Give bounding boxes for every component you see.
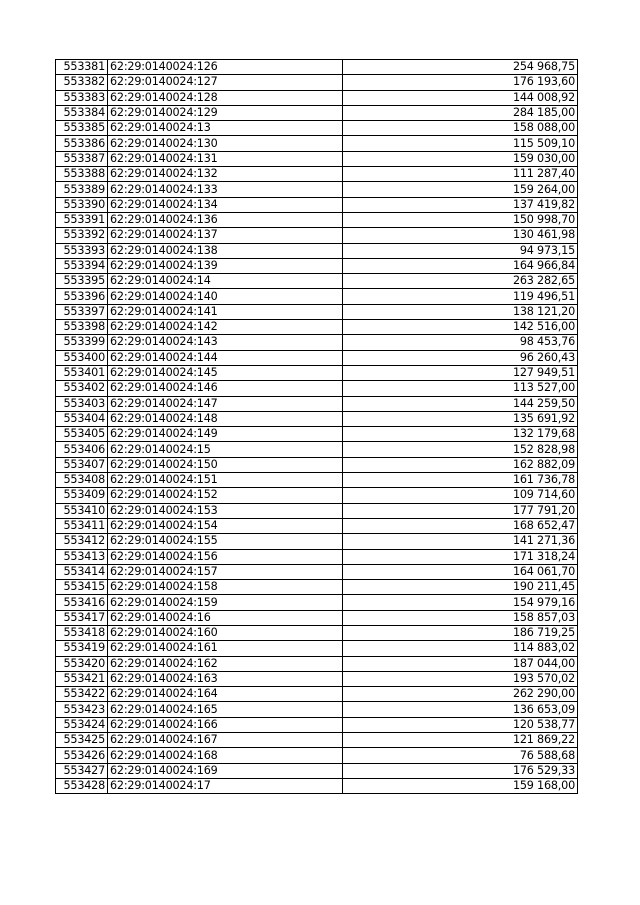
cadastral-number-cell: 62:29:0140024:153	[108, 503, 343, 518]
cadastral-number-cell: 62:29:0140024:151	[108, 473, 343, 488]
cadastral-value-cell: 254 968,75	[343, 60, 578, 75]
cadastral-value-cell: 176 529,33	[343, 763, 578, 778]
cadastral-value-cell: 193 570,02	[343, 671, 578, 686]
cadastral-value-cell: 190 211,45	[343, 580, 578, 595]
cadastral-number-cell: 62:29:0140024:168	[108, 748, 343, 763]
cadastral-value-cell: 144 259,50	[343, 396, 578, 411]
cadastral-value-cell: 262 290,00	[343, 687, 578, 702]
cadastral-number-cell: 62:29:0140024:152	[108, 488, 343, 503]
row-id-cell: 553389	[56, 182, 108, 197]
cadastral-value-cell: 94 973,15	[343, 243, 578, 258]
cadastral-value-cell: 135 691,92	[343, 411, 578, 426]
table-row	[56, 151, 578, 166]
cadastral-number-cell: 62:29:0140024:138	[108, 243, 343, 258]
row-id-cell: 553421	[56, 671, 108, 686]
row-id-cell: 553418	[56, 625, 108, 640]
cadastral-number-cell: 62:29:0140024:134	[108, 197, 343, 212]
table-row	[56, 610, 578, 625]
row-id-cell: 553413	[56, 549, 108, 564]
table-row	[56, 641, 578, 656]
row-id-cell: 553408	[56, 473, 108, 488]
cadastral-value-table	[55, 59, 578, 794]
row-id-cell: 553404	[56, 411, 108, 426]
cadastral-number-cell: 62:29:0140024:157	[108, 564, 343, 579]
cadastral-number-cell: 62:29:0140024:133	[108, 182, 343, 197]
cadastral-value-cell: 177 791,20	[343, 503, 578, 518]
table-row	[56, 534, 578, 549]
cadastral-number-cell: 62:29:0140024:165	[108, 702, 343, 717]
table-row	[56, 60, 578, 75]
cadastral-value-cell: 164 061,70	[343, 564, 578, 579]
row-id-cell: 553385	[56, 121, 108, 136]
row-id-cell: 553403	[56, 396, 108, 411]
table-row	[56, 121, 578, 136]
row-id-cell: 553391	[56, 212, 108, 227]
cadastral-number-cell: 62:29:0140024:149	[108, 427, 343, 442]
row-id-cell: 553402	[56, 381, 108, 396]
row-id-cell: 553425	[56, 733, 108, 748]
cadastral-value-cell: 187 044,00	[343, 656, 578, 671]
table-row	[56, 518, 578, 533]
row-id-cell: 553417	[56, 610, 108, 625]
cadastral-value-cell: 130 461,98	[343, 228, 578, 243]
cadastral-value-cell: 284 185,00	[343, 105, 578, 120]
table-row	[56, 75, 578, 90]
table-row	[56, 212, 578, 227]
cadastral-value-cell: 152 828,98	[343, 442, 578, 457]
cadastral-number-cell: 62:29:0140024:143	[108, 335, 343, 350]
cadastral-number-cell: 62:29:0140024:146	[108, 381, 343, 396]
cadastral-number-cell: 62:29:0140024:136	[108, 212, 343, 227]
row-id-cell: 553400	[56, 350, 108, 365]
table-row	[56, 717, 578, 732]
table-row	[56, 136, 578, 151]
row-id-cell: 553406	[56, 442, 108, 457]
cadastral-value-cell: 144 008,92	[343, 90, 578, 105]
table-row	[56, 411, 578, 426]
cadastral-value-cell: 127 949,51	[343, 365, 578, 380]
cadastral-value-cell: 263 282,65	[343, 274, 578, 289]
cadastral-number-cell: 62:29:0140024:127	[108, 75, 343, 90]
cadastral-value-cell: 142 516,00	[343, 320, 578, 335]
row-id-cell: 553410	[56, 503, 108, 518]
table-row	[56, 656, 578, 671]
table-row	[56, 320, 578, 335]
table-row	[56, 182, 578, 197]
cadastral-value-cell: 132 179,68	[343, 427, 578, 442]
row-id-cell: 553416	[56, 595, 108, 610]
row-id-cell: 553393	[56, 243, 108, 258]
cadastral-number-cell: 62:29:0140024:142	[108, 320, 343, 335]
table-row	[56, 671, 578, 686]
cadastral-value-cell: 137 419,82	[343, 197, 578, 212]
cadastral-value-cell: 113 527,00	[343, 381, 578, 396]
cadastral-number-cell: 62:29:0140024:137	[108, 228, 343, 243]
cadastral-number-cell: 62:29:0140024:15	[108, 442, 343, 457]
cadastral-value-cell: 136 653,09	[343, 702, 578, 717]
cadastral-value-cell: 115 509,10	[343, 136, 578, 151]
table-row	[56, 625, 578, 640]
cadastral-value-cell: 150 998,70	[343, 212, 578, 227]
cadastral-value-cell: 159 264,00	[343, 182, 578, 197]
cadastral-value-cell: 158 088,00	[343, 121, 578, 136]
table-row	[56, 228, 578, 243]
row-id-cell: 553426	[56, 748, 108, 763]
cadastral-number-cell: 62:29:0140024:139	[108, 258, 343, 273]
table-row	[56, 381, 578, 396]
cadastral-number-cell: 62:29:0140024:126	[108, 60, 343, 75]
cadastral-number-cell: 62:29:0140024:131	[108, 151, 343, 166]
cadastral-value-cell: 138 121,20	[343, 304, 578, 319]
row-id-cell: 553397	[56, 304, 108, 319]
row-id-cell: 553424	[56, 717, 108, 732]
cadastral-value-cell: 176 193,60	[343, 75, 578, 90]
table-row	[56, 335, 578, 350]
table-row	[56, 350, 578, 365]
table-row	[56, 687, 578, 702]
cadastral-number-cell: 62:29:0140024:132	[108, 167, 343, 182]
cadastral-value-cell: 161 736,78	[343, 473, 578, 488]
table-row	[56, 105, 578, 120]
cadastral-value-cell: 96 260,43	[343, 350, 578, 365]
cadastral-number-cell: 62:29:0140024:159	[108, 595, 343, 610]
cadastral-value-cell: 171 318,24	[343, 549, 578, 564]
cadastral-number-cell: 62:29:0140024:144	[108, 350, 343, 365]
table-row	[56, 90, 578, 105]
cadastral-value-cell: 76 588,68	[343, 748, 578, 763]
table-row	[56, 503, 578, 518]
cadastral-number-cell: 62:29:0140024:141	[108, 304, 343, 319]
table-row	[56, 763, 578, 778]
table-row	[56, 197, 578, 212]
table-row	[56, 778, 578, 793]
cadastral-number-cell: 62:29:0140024:16	[108, 610, 343, 625]
cadastral-number-cell: 62:29:0140024:147	[108, 396, 343, 411]
cadastral-number-cell: 62:29:0140024:145	[108, 365, 343, 380]
cadastral-number-cell: 62:29:0140024:148	[108, 411, 343, 426]
cadastral-value-cell: 121 869,22	[343, 733, 578, 748]
row-id-cell: 553386	[56, 136, 108, 151]
cadastral-value-cell: 114 883,02	[343, 641, 578, 656]
cadastral-number-cell: 62:29:0140024:169	[108, 763, 343, 778]
table-row	[56, 473, 578, 488]
row-id-cell: 553399	[56, 335, 108, 350]
cadastral-number-cell: 62:29:0140024:13	[108, 121, 343, 136]
cadastral-value-cell: 168 652,47	[343, 518, 578, 533]
row-id-cell: 553423	[56, 702, 108, 717]
row-id-cell: 553392	[56, 228, 108, 243]
row-id-cell: 553394	[56, 258, 108, 273]
table-row	[56, 748, 578, 763]
table-row	[56, 733, 578, 748]
cadastral-value-cell: 154 979,16	[343, 595, 578, 610]
cadastral-value-cell: 141 271,36	[343, 534, 578, 549]
table-row	[56, 488, 578, 503]
cadastral-number-cell: 62:29:0140024:166	[108, 717, 343, 732]
cadastral-number-cell: 62:29:0140024:128	[108, 90, 343, 105]
row-id-cell: 553419	[56, 641, 108, 656]
table-row	[56, 243, 578, 258]
cadastral-number-cell: 62:29:0140024:155	[108, 534, 343, 549]
table-row	[56, 274, 578, 289]
cadastral-value-cell: 98 453,76	[343, 335, 578, 350]
table-row	[56, 595, 578, 610]
table-row	[56, 304, 578, 319]
row-id-cell: 553390	[56, 197, 108, 212]
cadastral-value-cell: 159 030,00	[343, 151, 578, 166]
table-row	[56, 289, 578, 304]
cadastral-value-cell: 164 966,84	[343, 258, 578, 273]
cadastral-number-cell: 62:29:0140024:167	[108, 733, 343, 748]
cadastral-number-cell: 62:29:0140024:17	[108, 778, 343, 793]
table-body	[56, 60, 578, 794]
row-id-cell: 553414	[56, 564, 108, 579]
cadastral-number-cell: 62:29:0140024:163	[108, 671, 343, 686]
row-id-cell: 553395	[56, 274, 108, 289]
row-id-cell: 553428	[56, 778, 108, 793]
row-id-cell: 553388	[56, 167, 108, 182]
table-row	[56, 580, 578, 595]
row-id-cell: 553411	[56, 518, 108, 533]
cadastral-number-cell: 62:29:0140024:129	[108, 105, 343, 120]
row-id-cell: 553405	[56, 427, 108, 442]
cadastral-number-cell: 62:29:0140024:164	[108, 687, 343, 702]
row-id-cell: 553409	[56, 488, 108, 503]
table-row	[56, 258, 578, 273]
table-row	[56, 564, 578, 579]
cadastral-number-cell: 62:29:0140024:140	[108, 289, 343, 304]
cadastral-number-cell: 62:29:0140024:150	[108, 457, 343, 472]
table-row	[56, 442, 578, 457]
cadastral-number-cell: 62:29:0140024:158	[108, 580, 343, 595]
row-id-cell: 553396	[56, 289, 108, 304]
row-id-cell: 553383	[56, 90, 108, 105]
row-id-cell: 553398	[56, 320, 108, 335]
row-id-cell: 553382	[56, 75, 108, 90]
row-id-cell: 553384	[56, 105, 108, 120]
cadastral-number-cell: 62:29:0140024:14	[108, 274, 343, 289]
cadastral-value-cell: 158 857,03	[343, 610, 578, 625]
row-id-cell: 553427	[56, 763, 108, 778]
table-row	[56, 396, 578, 411]
table-row	[56, 549, 578, 564]
table-row	[56, 365, 578, 380]
row-id-cell: 553381	[56, 60, 108, 75]
row-id-cell: 553407	[56, 457, 108, 472]
row-id-cell: 553412	[56, 534, 108, 549]
table-row	[56, 427, 578, 442]
cadastral-number-cell: 62:29:0140024:161	[108, 641, 343, 656]
row-id-cell: 553422	[56, 687, 108, 702]
cadastral-number-cell: 62:29:0140024:162	[108, 656, 343, 671]
cadastral-value-cell: 159 168,00	[343, 778, 578, 793]
row-id-cell: 553415	[56, 580, 108, 595]
cadastral-value-cell: 162 882,09	[343, 457, 578, 472]
cadastral-number-cell: 62:29:0140024:156	[108, 549, 343, 564]
table-row	[56, 457, 578, 472]
row-id-cell: 553420	[56, 656, 108, 671]
row-id-cell: 553401	[56, 365, 108, 380]
table-row	[56, 702, 578, 717]
cadastral-number-cell: 62:29:0140024:160	[108, 625, 343, 640]
cadastral-value-cell: 111 287,40	[343, 167, 578, 182]
cadastral-value-cell: 120 538,77	[343, 717, 578, 732]
cadastral-value-cell: 109 714,60	[343, 488, 578, 503]
row-id-cell: 553387	[56, 151, 108, 166]
cadastral-value-cell: 119 496,51	[343, 289, 578, 304]
cadastral-value-cell: 186 719,25	[343, 625, 578, 640]
table-row	[56, 167, 578, 182]
cadastral-number-cell: 62:29:0140024:154	[108, 518, 343, 533]
cadastral-number-cell: 62:29:0140024:130	[108, 136, 343, 151]
